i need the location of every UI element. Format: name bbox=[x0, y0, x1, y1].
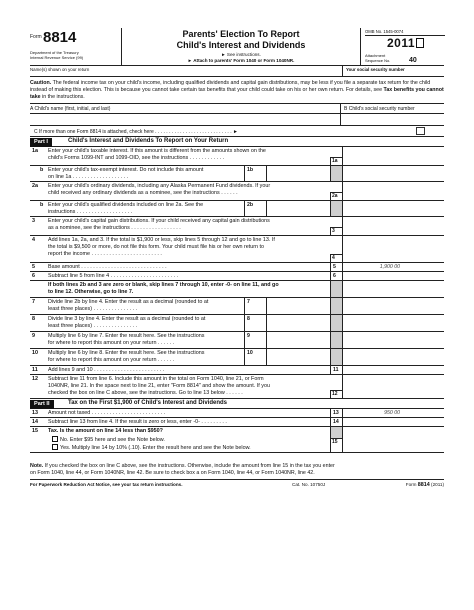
caution-bold: Caution. bbox=[30, 80, 52, 86]
line-13-num: 13 bbox=[32, 410, 38, 417]
line-9 bbox=[30, 332, 444, 349]
line-c bbox=[30, 126, 444, 137]
name-row[interactable] bbox=[30, 66, 444, 77]
line-14-box: 14 bbox=[330, 418, 342, 426]
caution-text bbox=[30, 77, 444, 104]
part-2-title: Tax on the First $1,900 of Child's Interest and Dividends bbox=[68, 400, 228, 407]
line-4-input[interactable] bbox=[342, 236, 404, 262]
form-title-line2: Child's Interest and Dividends bbox=[176, 39, 306, 50]
line-12-input[interactable] bbox=[342, 375, 404, 398]
line-8-num: 8 bbox=[32, 316, 35, 323]
line-7-num: 7 bbox=[32, 299, 35, 306]
form-number: 8814 bbox=[43, 29, 77, 46]
line-6-note-main-col bbox=[342, 281, 404, 297]
child-name-label: A Child's name (first, initial, and last) bbox=[30, 106, 111, 113]
line-12-text: Subtract line 11 from line 6. Include this amount in the total on Form 1040, line 21, or Form 1040NR, line 21. In the space next to line 21, enter "Form 8814" and show the amount. If you checked the box on line C above, see the instructions. Go to line 13 below . . . . . . bbox=[48, 376, 270, 397]
line-1b-box: 1b bbox=[244, 166, 266, 181]
line-8 bbox=[30, 315, 444, 332]
line-1b bbox=[30, 166, 444, 182]
line-2b-num: b bbox=[40, 202, 44, 209]
line-3 bbox=[30, 217, 444, 236]
form-title-block bbox=[122, 28, 360, 66]
caution-bold2: Tax benefits you cannot take bbox=[30, 87, 444, 101]
line-8-shade bbox=[330, 315, 342, 331]
part-1-title: Child's Interest and Dividends To Report on Your Return bbox=[68, 138, 229, 145]
form-title-line1: Parents' Election To Report bbox=[182, 29, 300, 39]
footer-cat-no: Cat. No. 10750J bbox=[292, 481, 326, 487]
line-10-input[interactable] bbox=[266, 349, 330, 365]
part-2-header bbox=[30, 399, 444, 409]
line-6-note-text: If both lines 2b and 3 are zero or blank, skip lines 7 through 10, enter -0- on line 11, and go to line 12. Otherwise, go to line 7. bbox=[48, 282, 279, 296]
line-1a-box: 1a bbox=[330, 157, 342, 165]
line-9-input[interactable] bbox=[266, 332, 330, 348]
line-11 bbox=[30, 366, 444, 375]
line-14 bbox=[30, 418, 444, 427]
line-7-main-col bbox=[342, 298, 404, 314]
line-10-num: 10 bbox=[32, 350, 38, 357]
footer-form-year: (2011) bbox=[429, 481, 444, 487]
line-9-shade bbox=[330, 332, 342, 348]
footer-paperwork: For Paperwork Reduction Act Notice, see your tax return instructions. bbox=[30, 481, 183, 487]
line-6-text: Subtract line 5 from line 4 . . . . . . . . . . . . . . . . . . . . . . . bbox=[48, 273, 179, 280]
part-2-tag: Part II bbox=[30, 400, 54, 409]
line-2b-input[interactable] bbox=[266, 201, 330, 216]
line-11-text: Add lines 9 and 10 . . . . . . . . . . . . . . . . . . . . . . . . bbox=[48, 367, 165, 374]
line-11-box: 11 bbox=[330, 366, 342, 374]
line-9-box: 9 bbox=[244, 332, 266, 348]
form-header bbox=[30, 28, 444, 66]
line-10-main-col bbox=[342, 349, 404, 365]
line-1b-shade bbox=[330, 166, 342, 181]
line-10 bbox=[30, 349, 444, 366]
line-12 bbox=[30, 375, 444, 399]
omb-block bbox=[360, 28, 444, 66]
line-6-box: 6 bbox=[330, 272, 342, 280]
line-12-box: 12 bbox=[330, 390, 342, 398]
note-bold: Note. bbox=[30, 462, 44, 469]
sequence-number: 40 bbox=[409, 57, 417, 64]
line-15-yes[interactable] bbox=[52, 444, 251, 452]
line-15-yes-checkbox[interactable] bbox=[52, 444, 58, 450]
line-2b-text: Enter your child's qualified dividends included on line 2a. See the instructions . . . . . . . . . . . . . . . . . . . bbox=[48, 202, 204, 216]
line-15-yes-text: Yes. Multiply line 14 by 10% (.10). Enter the result here and see the Note below. bbox=[60, 445, 251, 452]
line-3-text: Enter your child's capital gain distributions. If your child received any capital gain distributions as a nominee, see the instructions . . . . . . . . . . . . . . . . . bbox=[48, 218, 270, 232]
line-7-box: 7 bbox=[244, 298, 266, 314]
line-7 bbox=[30, 298, 444, 315]
tax-year-text: 2011 bbox=[387, 36, 416, 50]
line-9-num: 9 bbox=[32, 333, 35, 340]
line-5-value: 1,900 00 bbox=[342, 263, 404, 271]
line-8-text: Divide line 3 by line 4. Enter the result as a decimal (rounded to at least three places) . . . . . . . . . . . . . . . bbox=[48, 316, 206, 330]
line-4 bbox=[30, 236, 444, 263]
line-15-no-checkbox[interactable] bbox=[52, 436, 58, 442]
attachment-label: Attachment Sequence No. bbox=[365, 53, 391, 63]
line-1b-text: Enter your child's tax-exempt interest. Do not include this amount on line 1a . . . . . . . . . . . . . . . . . . . bbox=[48, 167, 204, 181]
line-1b-input[interactable] bbox=[266, 166, 330, 181]
line-11-num: 11 bbox=[32, 367, 38, 374]
line-13-box: 13 bbox=[330, 409, 342, 417]
line-8-box: 8 bbox=[244, 315, 266, 331]
line-5-text: Base amount . . . . . . . . . . . . . . . . . . . . . . . . . . . . . bbox=[48, 264, 167, 271]
line-1a bbox=[30, 147, 444, 166]
note-body: If you checked the box on line C above, see the instructions. Otherwise, include the amount from line 15 in the tax you enter on Form 1040, line 44, or Form 1040NR, line 42. Be sure to check box a on Form 1040, line 44, or Form 1040NR, line 42. bbox=[30, 462, 335, 476]
see-instructions: ► See instructions. bbox=[221, 51, 261, 57]
line-7-text: Divide line 2b by line 4. Enter the result as a decimal (rounded to at least three places) . . . . . . . . . . . . . . . bbox=[48, 299, 209, 313]
line-14-input[interactable] bbox=[342, 418, 404, 426]
line-2a-input[interactable] bbox=[342, 182, 404, 200]
form-footer bbox=[30, 480, 444, 489]
line-c-checkbox[interactable] bbox=[416, 127, 425, 135]
line-15-no-text: No. Enter $95 here and see the Note below. bbox=[60, 437, 165, 444]
footer-form-id bbox=[406, 482, 444, 488]
dept-line-2: Internal Revenue Service (99) bbox=[30, 55, 84, 60]
line-3-num: 3 bbox=[32, 218, 35, 225]
line-12-num: 12 bbox=[32, 376, 38, 383]
line-5-box: 5 bbox=[330, 263, 342, 271]
line-5 bbox=[30, 263, 444, 272]
line-15-no[interactable] bbox=[52, 436, 165, 444]
line-9-text: Multiply line 6 by line 7. Enter the result here. See the instructions for where to report this amount on your return . . . . . . bbox=[48, 333, 205, 347]
line-5-num: 5 bbox=[32, 264, 35, 271]
line-15-num: 15 bbox=[32, 428, 38, 435]
names-label: Name(s) shown on your return bbox=[30, 67, 90, 72]
line-1a-input[interactable] bbox=[342, 147, 404, 166]
form-id-block bbox=[30, 28, 122, 66]
footer-form-word: Form bbox=[405, 481, 418, 487]
line-13-value: 950 00 bbox=[342, 409, 404, 417]
caution-body2: in the instructions. bbox=[40, 94, 85, 101]
line-7-shade bbox=[330, 298, 342, 314]
line-1b-main-col bbox=[342, 166, 404, 181]
line-8-main-col bbox=[342, 315, 404, 331]
line-2a-num: 2a bbox=[32, 183, 38, 190]
line-4-num: 4 bbox=[32, 237, 35, 244]
line-4-text: Add lines 1a, 2a, and 3. If the total is $1,900 or less, skip lines 5 through 12 and go to line 13. If the total is $9,500 or more, do not file this form. Your child must file his or her own return to report the income . . . . . . . . . . . . . . . . . . . . . . . . bbox=[48, 237, 275, 258]
child-info-divider bbox=[340, 114, 341, 126]
line-13-text: Amount not taxed . . . . . . . . . . . . . . . . . . . . . . . . . bbox=[48, 410, 166, 417]
line-7-input[interactable] bbox=[266, 298, 330, 314]
line-6-note-shade bbox=[330, 281, 342, 297]
child-info-fields[interactable] bbox=[30, 114, 444, 126]
line-6-num: 6 bbox=[32, 273, 35, 280]
line-9-main-col bbox=[342, 332, 404, 348]
line-14-text: Subtract line 13 from line 4. If the result is zero or less, enter -0- . . . . . . . . . bbox=[48, 419, 227, 426]
omb-number: OMB No. 1545-0074 bbox=[365, 29, 445, 36]
note-text bbox=[30, 453, 444, 479]
line-c-text: C If more than one Form 8814 is attached, check here . . . . . . . . . . . . . . . . . . . . . . . . . . . . ► bbox=[34, 129, 238, 136]
line-15-box: 15 bbox=[330, 438, 342, 452]
footer-form-num: 8814 bbox=[417, 481, 430, 488]
line-3-input[interactable] bbox=[342, 217, 404, 235]
line-4-box: 4 bbox=[330, 254, 342, 262]
line-6-note bbox=[30, 281, 444, 298]
line-2b-main-col bbox=[342, 201, 404, 216]
year-box-icon bbox=[416, 38, 424, 48]
line-3-box: 3 bbox=[330, 227, 342, 235]
line-2b bbox=[30, 201, 444, 217]
line-13 bbox=[30, 409, 444, 418]
line-2b-shade bbox=[330, 201, 342, 216]
line-15-text: Tax. Is the amount on line 14 less than $950? bbox=[48, 428, 163, 435]
line-6-input[interactable] bbox=[342, 272, 404, 280]
line-15-input[interactable] bbox=[342, 427, 404, 452]
department bbox=[30, 50, 83, 60]
line-10-shade bbox=[330, 349, 342, 365]
line-2a bbox=[30, 182, 444, 201]
line-1a-text: Enter your child's taxable interest. If this amount is different from the amounts shown on the child's Forms 1099-INT and 1099-OID, see the instructions . . . . . . . . . . . . bbox=[48, 148, 266, 162]
tax-year bbox=[387, 36, 424, 50]
child-info-labels bbox=[30, 104, 444, 114]
form-word: Form bbox=[30, 34, 42, 40]
line-14-num: 14 bbox=[32, 419, 38, 426]
part-1-header bbox=[30, 137, 444, 147]
caution-body: The federal income tax on your child's income, including qualified dividends and capital gain distributions, may be less if you file a separate tax return for the child instead of making this election. This is because you cannot take certain tax benefits that your child could take on his or her own return. For details, see bbox=[30, 80, 431, 94]
line-15 bbox=[30, 427, 444, 453]
line-1a-num: 1a bbox=[32, 148, 38, 155]
line-10-box: 10 bbox=[244, 349, 266, 365]
ssn-field[interactable]: Your social security number bbox=[342, 66, 408, 77]
line-1b-num: b bbox=[40, 167, 44, 174]
dept-line-1: Department of the Treasury bbox=[30, 50, 79, 55]
line-2b-box: 2b bbox=[244, 201, 266, 216]
line-8-input[interactable] bbox=[266, 315, 330, 331]
part-1-tag: Part I bbox=[30, 138, 52, 147]
line-6 bbox=[30, 272, 444, 281]
attach-instructions: ► Attach to parents' Form 1040 or Form 1040NR. bbox=[187, 58, 295, 64]
line-2a-box: 2a bbox=[330, 192, 342, 200]
child-ssn-label: B Child's social security number bbox=[340, 104, 418, 114]
line-10-text: Multiply line 6 by line 8. Enter the result here. See the instructions for where to report this amount on your return . . . . . . bbox=[48, 350, 205, 364]
line-11-input[interactable] bbox=[342, 366, 404, 374]
line-2a-text: Enter your child's ordinary dividends, including any Alaska Permanent Fund dividends. If your child received any ordinary dividends as a nominee, see the instructions . . . . . . bbox=[48, 183, 271, 197]
